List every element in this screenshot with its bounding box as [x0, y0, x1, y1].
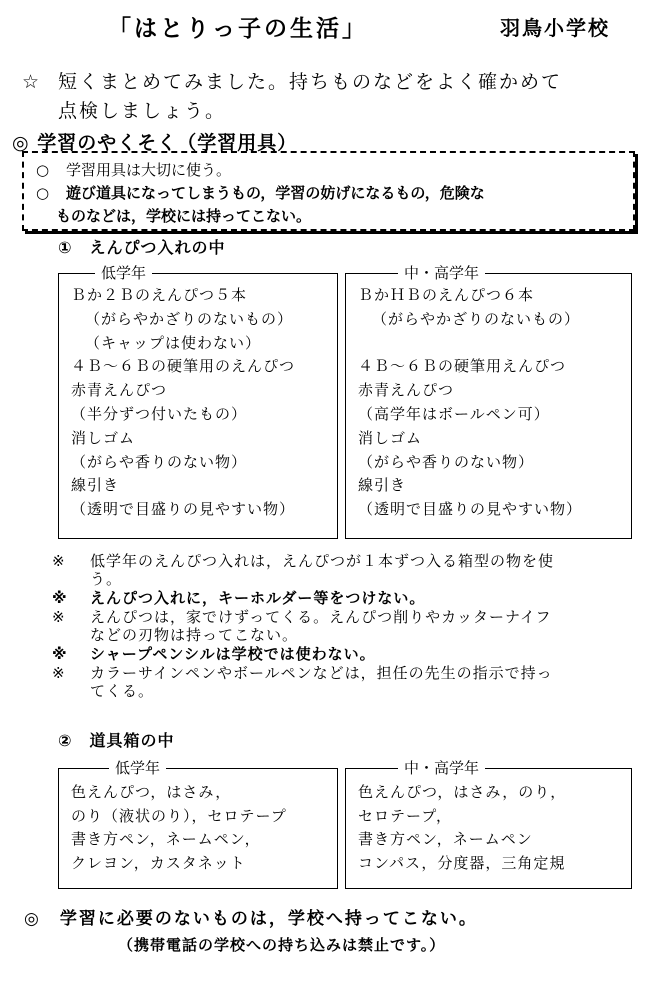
star-icon: ☆	[22, 71, 42, 93]
list-item: 線引き	[358, 476, 407, 495]
list-item: 書き方ペン，ネームペン	[358, 830, 533, 848]
pencil-case-upper-list	[358, 284, 582, 522]
notes-list	[52, 552, 652, 701]
rule-item	[36, 182, 625, 205]
note-line: う。	[90, 570, 123, 588]
list-item: （半分ずつ付いたもの）	[71, 404, 248, 423]
list-item: 書き方ペン，ネームペン，	[71, 830, 261, 848]
list-item: （がらやかざりのないもの）	[372, 309, 581, 328]
note-item	[52, 645, 652, 663]
box-label-lower: 低学年	[95, 262, 152, 283]
list-item: クレヨン，カスタネット	[71, 853, 246, 872]
list-item: 色えんぴつ，はさみ，のり，	[358, 783, 567, 801]
list-item: 赤青えんぴつ	[71, 381, 168, 400]
reference-mark-icon: ※	[52, 552, 66, 570]
note-item	[52, 608, 652, 644]
list-item: （がらやかざりのないもの）	[85, 309, 294, 328]
reference-mark-icon: ※	[52, 664, 66, 682]
note-line: 低学年のえんぴつ入れは，えんぴつが１本ずつ入る箱型の物を使	[90, 552, 555, 570]
note-item	[52, 589, 652, 607]
list-item: 線引き	[71, 476, 120, 495]
list-item: 赤青えんぴつ	[358, 381, 455, 400]
rule-text: 遊び道具になってしまうもの，学習の妨げになるもの，危険な	[66, 184, 485, 202]
list-item	[358, 332, 582, 356]
note-line: シャープペンシルは学校では使わない。	[90, 645, 376, 663]
note-item	[52, 664, 652, 700]
note-line: などの刃物は持ってこない。	[90, 626, 299, 644]
list-item: （透明で目盛りの見やすい物）	[358, 500, 583, 519]
footer-rule: ◎ 学習に必要のないものは，学校へ持ってこない。	[24, 909, 478, 929]
reference-mark-icon: ※	[52, 589, 68, 607]
box-label-upper: 中・高学年	[398, 757, 485, 778]
list-item: 色えんぴつ，はさみ，	[71, 783, 232, 801]
list-item: セロテープ，	[358, 806, 453, 825]
list-item: （キャップは使わない）	[85, 333, 262, 352]
rule-text-continued: ものなどは，学校には持ってこない。	[56, 207, 312, 225]
list-item: Ｂか２Ｂのえんぴつ５本	[71, 286, 248, 304]
pencil-case-upper-box	[345, 264, 632, 539]
section-heading-study-rules: ◎ 学習のやくそく（学習用具）	[12, 132, 298, 154]
pencil-case-lower-box	[58, 264, 338, 539]
note-line: えんぴつは，家でけずってくる。えんぴつ削りやカッターナイフ	[90, 608, 552, 626]
reference-mark-icon: ※	[52, 645, 68, 663]
note-line: カラーサインペンやボールペンなどは，担任の先生の指示で持っ	[90, 664, 553, 682]
tool-box-upper-box	[345, 759, 632, 889]
box-label-upper: 中・高学年	[398, 262, 485, 283]
tool-box-upper-list	[358, 781, 566, 875]
circle-icon: ○	[36, 161, 50, 179]
list-item: ４Ｂ～６Ｂの硬筆用えんぴつ	[358, 357, 567, 376]
rule-item	[36, 159, 625, 182]
list-item: 消しゴム	[358, 428, 423, 447]
list-item: のり（液状のり），セロテープ	[71, 806, 287, 825]
subheading-tool-box: ② 道具箱の中	[58, 731, 175, 750]
list-item: ４Ｂ～６Ｂの硬筆用のえんぴつ	[71, 357, 296, 376]
box-label-lower: 低学年	[109, 757, 166, 778]
note-line: えんぴつ入れに，キーホルダー等をつけない。	[90, 589, 426, 607]
rules-box	[22, 151, 635, 231]
rule-text: 学習用具は大切に使う。	[66, 161, 232, 179]
intro-line-2: 点検しましょう。	[58, 100, 227, 122]
list-item: （がらや香りのない物）	[71, 452, 248, 471]
circle-icon: ○	[36, 184, 50, 202]
list-item: 消しゴム	[71, 428, 136, 447]
subheading-pencil-case: ① えんぴつ入れの中	[58, 238, 226, 257]
page-title: 「はとりっ子の生活」	[108, 16, 368, 42]
list-item: コンパス，分度器，三角定規	[358, 853, 566, 872]
list-item: （がらや香りのない物）	[358, 452, 535, 471]
intro-text	[22, 68, 562, 126]
note-item	[52, 552, 652, 588]
list-item: （高学年はボールペン可）	[358, 404, 550, 423]
tool-box-lower-box	[58, 759, 338, 889]
tool-box-lower-list	[71, 781, 287, 875]
reference-mark-icon: ※	[52, 608, 66, 626]
list-item: （透明で目盛りの見やすい物）	[71, 500, 296, 519]
intro-line-1: 短くまとめてみました。持ちものなどをよく確かめて	[58, 71, 563, 93]
list-item: ＢかＨＢのえんぴつ６本	[358, 286, 535, 304]
school-name: 羽鳥小学校	[500, 16, 610, 40]
note-line: てくる。	[90, 682, 155, 700]
footer-note: （携帯電話の学校への持ち込みは禁止です。）	[118, 936, 446, 954]
pencil-case-lower-list	[71, 284, 295, 522]
